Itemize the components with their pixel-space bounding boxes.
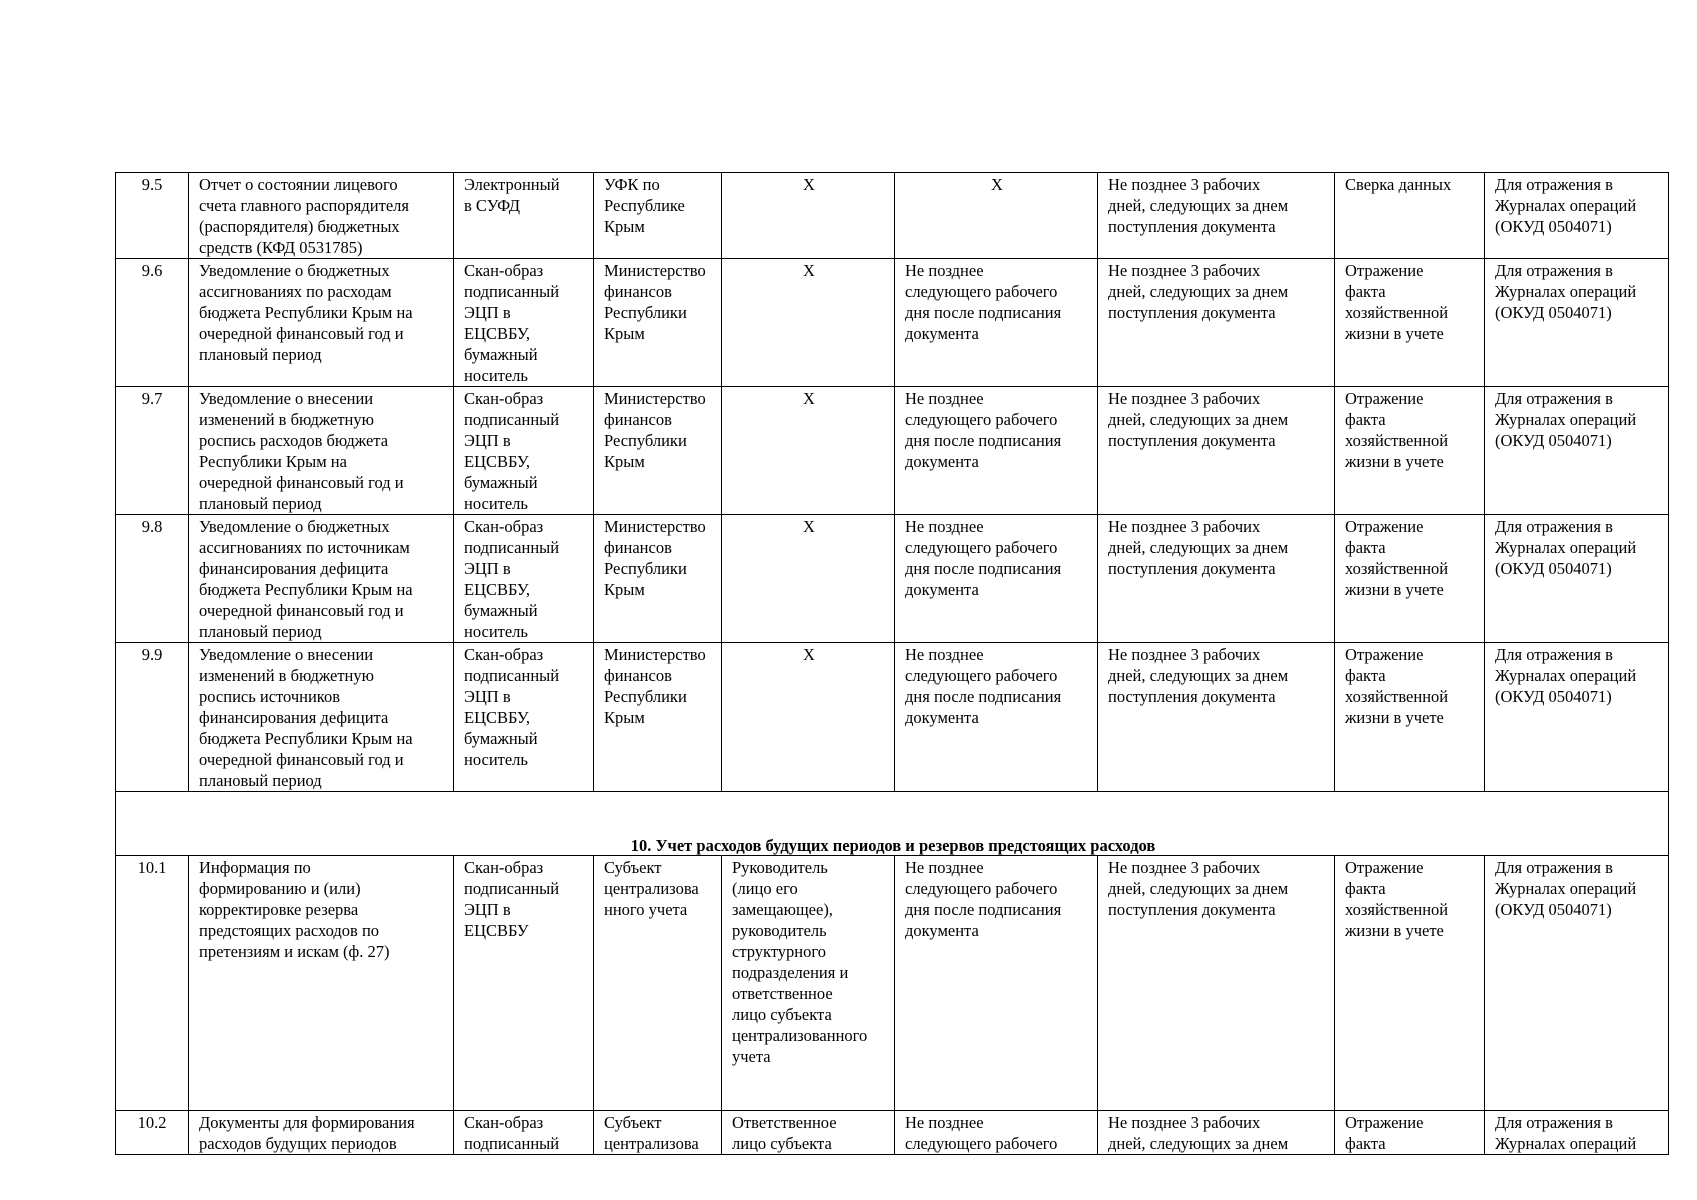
cell-format: [454, 173, 594, 259]
cell-purpose: [1335, 1111, 1485, 1155]
cell-number: [116, 1111, 189, 1155]
cell-signer: [722, 643, 895, 792]
cell-sender: [594, 643, 722, 792]
purpose-text: Отражение факта хозяйственной жизни в учете: [1345, 389, 1449, 471]
cell-notes: [1485, 259, 1669, 387]
cell-processing-deadline: [1098, 1111, 1335, 1155]
signer-text: X: [803, 389, 815, 408]
cell-sender: [594, 387, 722, 515]
submission-deadline-text: Не позднее следующего рабочего дня после подписания документа: [905, 261, 1062, 343]
table-row: [116, 387, 1669, 515]
signer-text: X: [803, 517, 815, 536]
processing-deadline-text: Не позднее 3 рабочих дней, следующих за днем: [1108, 1113, 1289, 1153]
table-row: [116, 643, 1669, 792]
document-name-text: Уведомление о внесении изменений в бюджетную роспись расходов бюджета Республики Крым на очередной финансовый год и плановый период: [199, 389, 404, 513]
cell-number: [116, 643, 189, 792]
number-text: 9.5: [141, 175, 163, 194]
processing-deadline-text: Не позднее 3 рабочих дней, следующих за днем поступления документа: [1108, 858, 1289, 919]
document-name-text: Уведомление о внесении изменений в бюджетную роспись источников финансирования дефицита бюджета Республики Крым на очередной финансовый год и плановый период: [199, 645, 413, 790]
processing-deadline-text: Не позднее 3 рабочих дней, следующих за днем поступления документа: [1108, 517, 1289, 578]
cell-purpose: [1335, 387, 1485, 515]
table-row: [116, 173, 1669, 259]
cell-format: [454, 259, 594, 387]
document-name-text: Информация по формированию и (или) корректировке резерва предстоящих расходов по претензиям и искам (ф. 27): [199, 858, 390, 961]
sender-text: Министерство финансов Республики Крым: [604, 389, 706, 471]
cell-notes: [1485, 173, 1669, 259]
table-row: [116, 856, 1669, 1111]
cell-document-name: [189, 387, 454, 515]
cell-document-name: [189, 643, 454, 792]
cell-signer: [722, 387, 895, 515]
format-text: Скан-образ подписанный ЭЦП в ЕЦСВБУ, бумажный носитель: [464, 517, 560, 641]
table-row: [116, 515, 1669, 643]
purpose-text: Отражение факта: [1345, 1113, 1424, 1153]
table-body: [116, 173, 1669, 1155]
cell-format: [454, 515, 594, 643]
format-text: Скан-образ подписанный: [464, 1113, 560, 1153]
sender-text: Субъект централизова: [604, 1113, 699, 1153]
signer-text: Руководитель (лицо его замещающее), руководитель структурного подразделения и ответственное лицо субъекта централизованного учета: [732, 858, 868, 1066]
cell-sender: [594, 1111, 722, 1155]
cell-processing-deadline: [1098, 643, 1335, 792]
processing-deadline-text: Не позднее 3 рабочих дней, следующих за днем поступления документа: [1108, 261, 1289, 322]
cell-notes: [1485, 643, 1669, 792]
cell-document-name: [189, 856, 454, 1111]
cell-purpose: [1335, 259, 1485, 387]
format-text: Скан-образ подписанный ЭЦП в ЕЦСВБУ, бумажный носитель: [464, 645, 560, 769]
cell-notes: [1485, 1111, 1669, 1155]
cell-document-name: [189, 1111, 454, 1155]
cell-number: [116, 856, 189, 1111]
notes-text: Для отражения в Журналах операций (ОКУД 0504071): [1495, 175, 1637, 236]
format-text: Электронный в СУФД: [464, 175, 560, 215]
sender-text: Министерство финансов Республики Крым: [604, 517, 706, 599]
cell-processing-deadline: [1098, 856, 1335, 1111]
cell-sender: [594, 856, 722, 1111]
submission-deadline-text: Не позднее следующего рабочего дня после подписания документа: [905, 858, 1062, 940]
processing-deadline-text: Не позднее 3 рабочих дней, следующих за днем поступления документа: [1108, 389, 1289, 450]
number-text: 10.2: [137, 1113, 167, 1132]
purpose-text: Сверка данных: [1345, 175, 1452, 194]
number-text: 9.9: [141, 645, 163, 664]
submission-deadline-text: Не позднее следующего рабочего: [905, 1113, 1058, 1153]
cell-processing-deadline: [1098, 259, 1335, 387]
cell-sender: [594, 515, 722, 643]
document-name-text: Отчет о состоянии лицевого счета главного распорядителя (распорядителя) бюджетных средств (КФД 0531785): [199, 175, 409, 257]
purpose-text: Отражение факта хозяйственной жизни в учете: [1345, 517, 1449, 599]
submission-deadline-text: Не позднее следующего рабочего дня после подписания документа: [905, 517, 1062, 599]
cell-submission-deadline: [895, 173, 1098, 259]
cell-document-name: [189, 173, 454, 259]
processing-deadline-text: Не позднее 3 рабочих дней, следующих за днем поступления документа: [1108, 645, 1289, 706]
cell-processing-deadline: [1098, 173, 1335, 259]
number-text: 9.6: [141, 261, 163, 280]
cell-submission-deadline: [895, 259, 1098, 387]
submission-deadline-text: Не позднее следующего рабочего дня после подписания документа: [905, 389, 1062, 471]
cell-processing-deadline: [1098, 387, 1335, 515]
number-text: 9.7: [141, 389, 163, 408]
notes-text: Для отражения в Журналах операций (ОКУД 0504071): [1495, 858, 1637, 919]
cell-submission-deadline: [895, 856, 1098, 1111]
cell-submission-deadline: [895, 515, 1098, 643]
cell-signer: [722, 259, 895, 387]
signer-text: X: [803, 261, 815, 280]
sender-text: Субъект централизова нного учета: [604, 858, 699, 919]
cell-sender: [594, 259, 722, 387]
processing-deadline-text: Не позднее 3 рабочих дней, следующих за днем поступления документа: [1108, 175, 1289, 236]
signer-text: X: [803, 175, 815, 194]
cell-submission-deadline: [895, 387, 1098, 515]
sender-text: Министерство финансов Республики Крым: [604, 261, 706, 343]
number-text: 10.1: [137, 858, 167, 877]
cell-purpose: [1335, 515, 1485, 643]
document-table: [115, 172, 1669, 1155]
purpose-text: Отражение факта хозяйственной жизни в учете: [1345, 645, 1449, 727]
format-text: Скан-образ подписанный ЭЦП в ЕЦСВБУ, бумажный носитель: [464, 389, 560, 513]
notes-text: Для отражения в Журналах операций (ОКУД 0504071): [1495, 517, 1637, 578]
cell-document-name: [189, 515, 454, 643]
cell-notes: [1485, 515, 1669, 643]
cell-purpose: [1335, 856, 1485, 1111]
document-name-text: Уведомление о бюджетных ассигнованиях по расходам бюджета Республики Крым на очередной финансовый год и плановый период: [199, 261, 413, 364]
notes-text: Для отражения в Журналах операций (ОКУД 0504071): [1495, 389, 1637, 450]
cell-format: [454, 643, 594, 792]
cell-notes: [1485, 856, 1669, 1111]
number-text: 9.8: [141, 517, 163, 536]
cell-submission-deadline: [895, 1111, 1098, 1155]
document-name-text: Документы для формирования расходов будущих периодов: [199, 1113, 415, 1153]
format-text: Скан-образ подписанный ЭЦП в ЕЦСВБУ: [464, 858, 560, 940]
cell-sender: [594, 173, 722, 259]
purpose-text: Отражение факта хозяйственной жизни в учете: [1345, 858, 1449, 940]
cell-number: [116, 387, 189, 515]
cell-format: [454, 856, 594, 1111]
cell-signer: [722, 856, 895, 1111]
notes-text: Для отражения в Журналах операций (ОКУД 0504071): [1495, 645, 1637, 706]
notes-text: Для отражения в Журналах операций: [1495, 1113, 1637, 1153]
purpose-text: Отражение факта хозяйственной жизни в учете: [1345, 261, 1449, 343]
cell-number: [116, 173, 189, 259]
cell-format: [454, 387, 594, 515]
cell-purpose: [1335, 173, 1485, 259]
table-row: [116, 259, 1669, 387]
section-title: 10. Учет расходов будущих периодов и резервов предстоящих расходов: [116, 792, 1669, 856]
submission-deadline-text: Не позднее следующего рабочего дня после подписания документа: [905, 645, 1062, 727]
signer-text: Ответственное лицо субъекта: [732, 1113, 837, 1153]
format-text: Скан-образ подписанный ЭЦП в ЕЦСВБУ, бумажный носитель: [464, 261, 560, 385]
cell-format: [454, 1111, 594, 1155]
document-name-text: Уведомление о бюджетных ассигнованиях по источникам финансирования дефицита бюджета Республики Крым на очередной финансовый год и плановый период: [199, 517, 413, 641]
cell-submission-deadline: [895, 643, 1098, 792]
cell-signer: [722, 173, 895, 259]
cell-purpose: [1335, 643, 1485, 792]
cell-number: [116, 515, 189, 643]
cell-processing-deadline: [1098, 515, 1335, 643]
submission-deadline-text: X: [991, 175, 1003, 194]
sender-text: Министерство финансов Республики Крым: [604, 645, 706, 727]
cell-signer: [722, 515, 895, 643]
cell-notes: [1485, 387, 1669, 515]
cell-document-name: [189, 259, 454, 387]
table-row: [116, 1111, 1669, 1155]
signer-text: X: [803, 645, 815, 664]
cell-number: [116, 259, 189, 387]
notes-text: Для отражения в Журналах операций (ОКУД 0504071): [1495, 261, 1637, 322]
cell-signer: [722, 1111, 895, 1155]
section-header-row: [116, 792, 1669, 856]
sender-text: УФК по Республике Крым: [604, 175, 685, 236]
